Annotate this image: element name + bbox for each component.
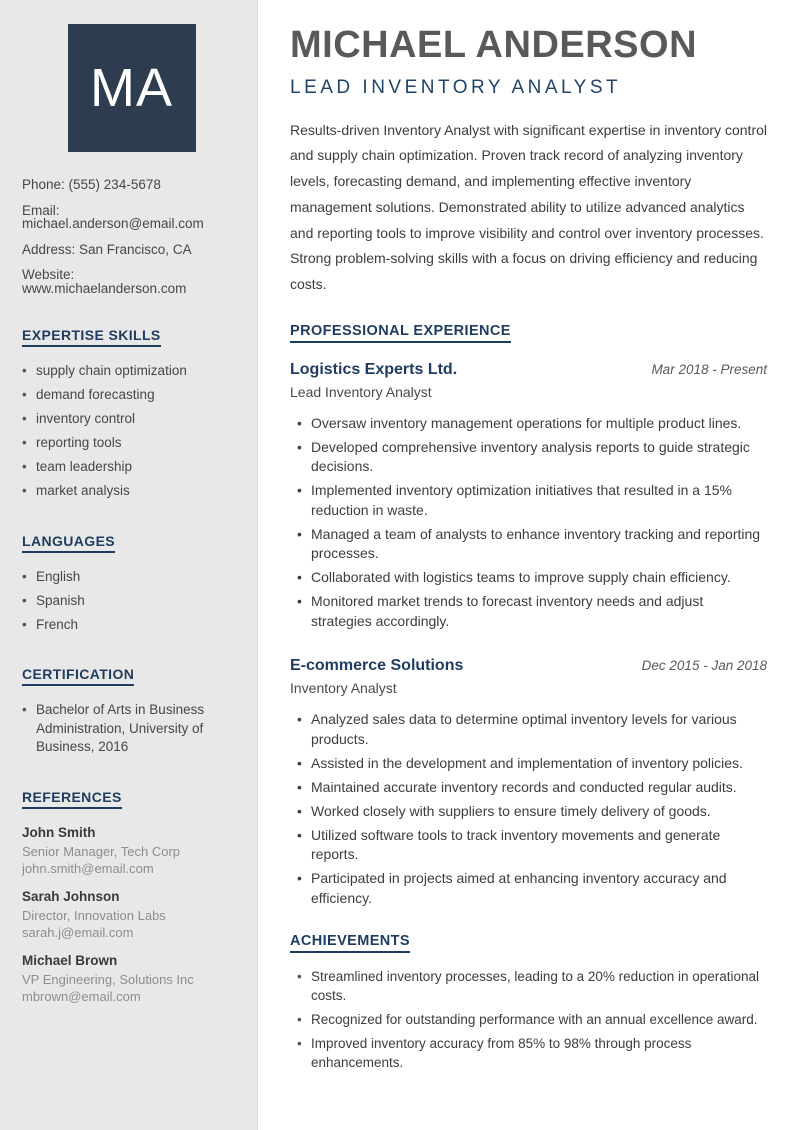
bullet-icon: • <box>22 702 27 717</box>
bullet-icon: • <box>297 1012 302 1028</box>
reference-card <box>22 824 241 878</box>
job-bullets <box>290 710 767 908</box>
language-item <box>22 616 241 635</box>
job-bullet-item <box>290 592 767 631</box>
skill-label: demand forecasting <box>36 387 155 402</box>
job-bullet-item <box>290 802 767 822</box>
references-section <box>22 789 241 1006</box>
achievement-text: Recognized for outstanding performance with an annual excellence award. <box>311 1012 758 1028</box>
company-name: Logistics Experts Ltd. <box>290 360 458 378</box>
job-bullet-text: Developed comprehensive inventory analysis reports to guide strategic decisions. <box>311 438 750 475</box>
skill-label: market analysis <box>36 483 130 498</box>
job-bullet-text: Analyzed sales data to determine optimal inventory levels for various products. <box>311 711 737 747</box>
bullet-icon: • <box>297 778 302 795</box>
job-role: Lead Inventory Analyst <box>290 383 432 400</box>
skill-label: reporting tools <box>36 435 122 450</box>
job-role: Inventory Analyst <box>290 680 397 697</box>
skills-section <box>22 327 241 501</box>
contact-line: Email: michael.anderson@email.com <box>22 202 204 231</box>
bullet-icon: • <box>297 414 302 431</box>
skill-label: team leadership <box>36 459 133 474</box>
job-header <box>290 361 767 379</box>
achievements-list <box>290 967 767 1072</box>
job-bullet-item <box>290 869 767 908</box>
job-bullet-item <box>290 754 767 774</box>
job-bullet-text: Implemented inventory optimization initiatives that resulted in a 15% reduction in waste. <box>311 482 732 518</box>
job-dates: Mar 2018 - Present <box>651 361 767 377</box>
contact-line: Website: www.michaelanderson.com <box>22 267 187 296</box>
bullet-icon: • <box>22 483 27 498</box>
job-bullet-item <box>290 414 767 434</box>
company-name: E-commerce Solutions <box>290 657 464 675</box>
job-entry <box>290 657 767 908</box>
skills-list <box>22 362 241 501</box>
bullet-icon: • <box>22 592 27 608</box>
bullet-icon: • <box>297 482 302 499</box>
job-bullet-item <box>290 826 767 865</box>
job-bullet-text: Participated in projects aimed at enhancing inventory accuracy and efficiency. <box>311 870 727 906</box>
bullet-icon: • <box>297 754 302 771</box>
bullet-icon: • <box>297 969 302 985</box>
job-bullet-item <box>290 525 767 564</box>
bullet-icon: • <box>297 802 302 819</box>
reference-card <box>22 952 241 1006</box>
job-bullet-text: Utilized software tools to track inventory movements and generate reports. <box>311 826 721 863</box>
bullet-icon: • <box>297 438 302 455</box>
bullet-icon: • <box>22 387 27 402</box>
language-label: Spanish <box>36 592 85 608</box>
job-bullet-text: Managed a team of analysts to enhance inventory tracking and reporting processes. <box>311 525 761 562</box>
bullet-icon: • <box>297 870 302 887</box>
achievements-section <box>290 932 767 1072</box>
languages-section <box>22 533 241 635</box>
certification-section <box>22 666 241 757</box>
job-bullet-item <box>290 710 767 749</box>
job-headline: LEAD INVENTORY ANALYST <box>290 76 622 98</box>
job-header <box>290 657 767 675</box>
reference-role: Director, Innovation Labs <box>22 907 166 923</box>
bullet-icon: • <box>22 411 27 426</box>
job-bullet-item <box>290 481 767 520</box>
avatar <box>68 24 196 152</box>
main-content <box>258 0 800 1130</box>
bullet-icon: • <box>22 568 27 584</box>
skill-item <box>22 362 241 381</box>
bullet-icon: • <box>297 826 302 843</box>
reference-name: Sarah Johnson <box>22 888 120 904</box>
job-bullet-text: Worked closely with suppliers to ensure timely delivery of goods. <box>311 802 711 819</box>
language-item <box>22 568 241 587</box>
bullet-icon: • <box>22 616 27 632</box>
certification-label: Bachelor of Arts in Business Administration, University of Business, 2016 <box>36 702 205 754</box>
bullet-icon: • <box>297 525 302 542</box>
certification-item <box>22 701 241 757</box>
contact-line: Phone: (555) 234-5678 <box>22 177 161 192</box>
reference-name: Michael Brown <box>22 952 118 968</box>
bullet-icon: • <box>297 1036 302 1052</box>
reference-name: John Smith <box>22 824 96 840</box>
skills-heading: EXPERTISE SKILLS <box>22 327 161 347</box>
job-bullet-text: Maintained accurate inventory records and conducted regular audits. <box>311 778 737 795</box>
bullet-icon: • <box>22 459 27 474</box>
languages-heading: LANGUAGES <box>22 533 115 553</box>
skill-label: supply chain optimization <box>36 363 187 378</box>
job-bullet-item <box>290 438 767 477</box>
summary-paragraph: Results-driven Inventory Analyst with significant expertise in inventory control and supply chain optimization. Proven track record of analyzing inventory levels, forecasting demand, and implementing effective inventory management solutions. Demonstrated ability to utilize advanced analytics and reporting tools to improve visibility and control over inventory processes. Strong problem-solving skills with a focus on driving efficiency and reducing costs. <box>290 121 767 292</box>
contact-line: Address: San Francisco, CA <box>22 241 192 257</box>
bullet-icon: • <box>297 711 302 728</box>
job-bullet-item <box>290 568 767 588</box>
skill-item <box>22 410 241 429</box>
reference-email: sarah.j@email.com <box>22 925 134 940</box>
skill-item <box>22 458 241 477</box>
achievement-item <box>290 1034 767 1072</box>
languages-list <box>22 568 241 635</box>
job-bullets <box>290 414 767 632</box>
references-heading: REFERENCES <box>22 789 122 809</box>
bullet-icon: • <box>297 569 302 586</box>
language-label: French <box>36 616 79 632</box>
skill-label: inventory control <box>36 411 136 426</box>
language-item <box>22 592 241 611</box>
job-entry <box>290 361 767 632</box>
achievement-text: Streamlined inventory processes, leading to a 20% reduction in operational costs. <box>311 969 760 1004</box>
certification-heading: CERTIFICATION <box>22 666 134 686</box>
job-dates: Dec 2015 - Jan 2018 <box>641 658 767 674</box>
achievement-text: Improved inventory accuracy from 85% to 98% through process enhancements. <box>311 1036 692 1071</box>
page-title: MICHAEL ANDERSON <box>290 24 698 66</box>
skill-item <box>22 434 241 453</box>
job-bullet-text: Collaborated with logistics teams to improve supply chain efficiency. <box>311 569 731 586</box>
avatar-initials: MA <box>90 58 173 118</box>
reference-email: mbrown@email.com <box>22 989 141 1004</box>
job-bullet-text: Monitored market trends to forecast inventory needs and adjust strategies accordingly. <box>311 593 704 629</box>
references-list <box>22 824 241 1006</box>
job-bullet-item <box>290 778 767 798</box>
experience-heading: PROFESSIONAL EXPERIENCE <box>290 323 511 343</box>
skill-item <box>22 482 241 501</box>
contact-info <box>22 178 241 295</box>
reference-role: VP Engineering, Solutions Inc <box>22 971 194 987</box>
skill-item <box>22 386 241 405</box>
achievement-item <box>290 967 767 1005</box>
bullet-icon: • <box>22 435 27 450</box>
language-label: English <box>36 568 81 584</box>
reference-card <box>22 888 241 942</box>
reference-role: Senior Manager, Tech Corp <box>22 843 181 859</box>
certification-list <box>22 701 241 757</box>
achievements-heading: ACHIEVEMENTS <box>290 933 410 953</box>
bullet-icon: • <box>297 593 302 610</box>
reference-email: john.smith@email.com <box>22 861 154 876</box>
achievement-item <box>290 1010 767 1029</box>
job-bullet-text: Oversaw inventory management operations for multiple product lines. <box>311 414 742 431</box>
bullet-icon: • <box>22 363 27 378</box>
sidebar <box>0 0 258 1130</box>
experience-section <box>290 322 767 909</box>
job-bullet-text: Assisted in the development and implementation of inventory policies. <box>311 754 743 771</box>
